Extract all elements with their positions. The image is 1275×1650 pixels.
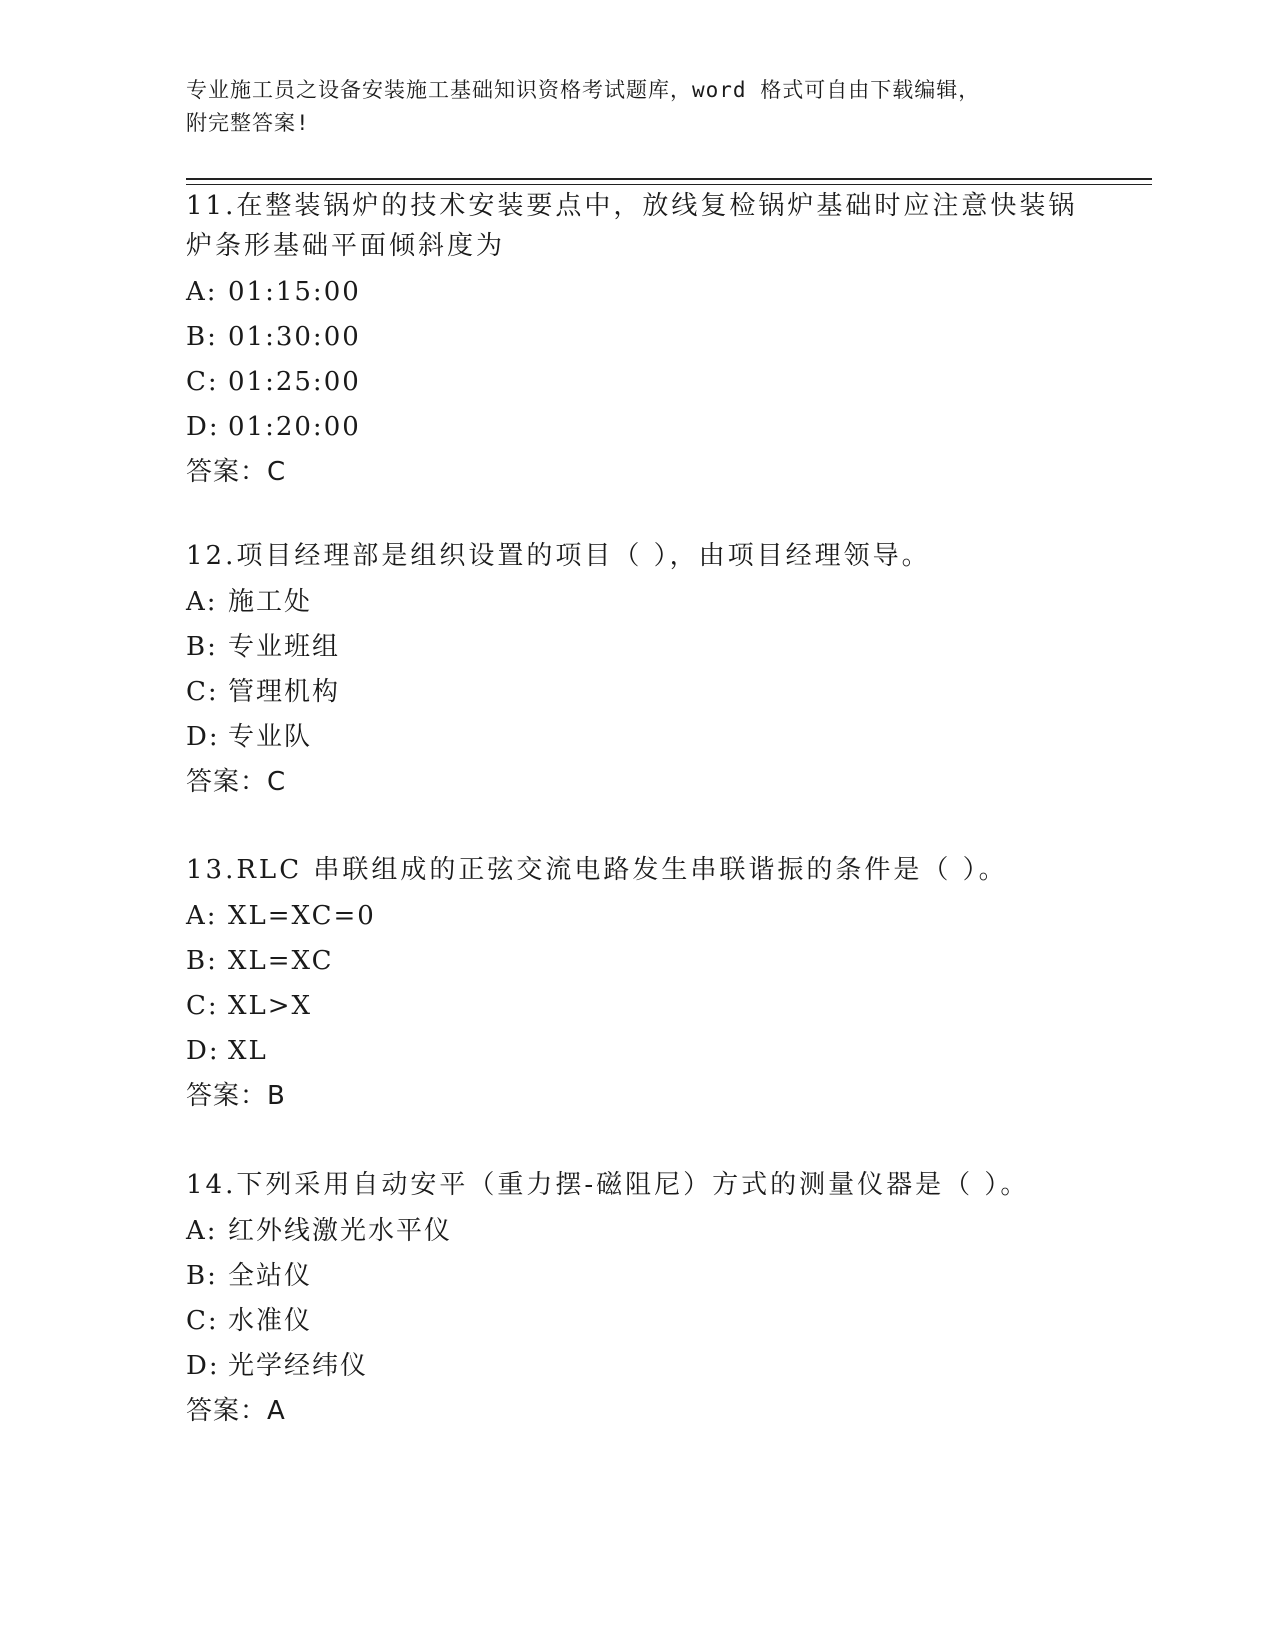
- option-text: 管理机构: [228, 677, 341, 707]
- answer-line: 答案：A: [186, 1396, 286, 1426]
- option-c: [186, 1299, 1086, 1344]
- answer-line: 答案：C: [186, 457, 287, 487]
- option-a: [186, 580, 1086, 625]
- question-stem-line-1: 11.在整装锅炉的技术安装要点中，放线复检锅炉基础时应注意快装锅: [186, 191, 1078, 221]
- option-key: A:: [186, 901, 218, 931]
- option-d: [186, 1029, 1086, 1074]
- option-text: 专业队: [228, 722, 313, 752]
- option-key: D:: [186, 1036, 220, 1066]
- option-key: A:: [186, 277, 218, 307]
- option-d: [186, 405, 1086, 450]
- option-b: [186, 1254, 1086, 1299]
- question-stem: [186, 850, 1086, 890]
- option-text: XL=XC: [228, 946, 334, 976]
- header-line-2: 附完整答案!: [186, 111, 310, 135]
- option-text: 01:30:00: [228, 322, 361, 352]
- option-text: 红外线激光水平仪: [228, 1216, 453, 1246]
- option-key: C:: [186, 677, 219, 707]
- option-key: B:: [186, 1261, 218, 1291]
- option-text: 全站仪: [228, 1261, 313, 1291]
- option-b: [186, 315, 1086, 360]
- option-text: 专业班组: [228, 632, 341, 662]
- question-stem: [186, 1165, 1086, 1205]
- option-list: [186, 894, 1086, 1074]
- option-list: [186, 1209, 1086, 1389]
- header-divider-thin: [186, 184, 1152, 185]
- answer-line: 答案：B: [186, 1081, 286, 1111]
- option-text: 光学经纬仪: [228, 1351, 369, 1381]
- option-text: 01:15:00: [228, 277, 361, 307]
- question-13: [186, 850, 1086, 1119]
- document-header: [186, 74, 1066, 140]
- question-stem-line-1: 13.RLC 串联组成的正弦交流电路发生串联谐振的条件是（ ）。: [186, 855, 1008, 885]
- question-11: [186, 186, 1086, 495]
- question-14: [186, 1165, 1086, 1434]
- question-12: [186, 536, 1086, 805]
- option-key: B:: [186, 632, 218, 662]
- option-c: [186, 670, 1086, 715]
- option-key: A:: [186, 1216, 218, 1246]
- option-a: [186, 270, 1086, 315]
- answer-line: 答案：C: [186, 767, 287, 797]
- option-a: [186, 894, 1086, 939]
- option-key: D:: [186, 1351, 220, 1381]
- option-key: C:: [186, 367, 219, 397]
- option-text: XL=XC=0: [228, 901, 376, 931]
- question-stem-line-1: 14.下列采用自动安平（重力摆-磁阻尼）方式的测量仪器是（ ）。: [186, 1170, 1030, 1200]
- option-c: [186, 360, 1086, 405]
- option-text: 01:25:00: [228, 367, 361, 397]
- option-b: [186, 939, 1086, 984]
- option-text: 01:20:00: [228, 412, 361, 442]
- option-key: D:: [186, 412, 220, 442]
- option-text: 水准仪: [228, 1306, 313, 1336]
- option-list: [186, 580, 1086, 760]
- option-d: [186, 715, 1086, 760]
- question-stem: [186, 536, 1086, 576]
- option-key: C:: [186, 991, 219, 1021]
- option-c: [186, 984, 1086, 1029]
- option-text: XL: [228, 1036, 268, 1066]
- option-text: 施工处: [228, 587, 313, 617]
- option-key: D:: [186, 722, 220, 752]
- option-key: B:: [186, 322, 218, 352]
- header-divider-thick: [186, 178, 1152, 180]
- question-stem-line-2: 炉条形基础平面倾斜度为: [186, 231, 506, 261]
- question-stem-line-1: 12.项目经理部是组织设置的项目（ ），由项目经理领导。: [186, 541, 931, 571]
- option-key: B:: [186, 946, 218, 976]
- option-list: [186, 270, 1086, 450]
- question-stem: [186, 186, 1086, 266]
- option-key: C:: [186, 1306, 219, 1336]
- header-line-1: 专业施工员之设备安装施工基础知识资格考试题库，word 格式可自由下载编辑，: [186, 78, 981, 102]
- option-a: [186, 1209, 1086, 1254]
- option-b: [186, 625, 1086, 670]
- option-d: [186, 1344, 1086, 1389]
- option-key: A:: [186, 587, 218, 617]
- option-text: XL>X: [228, 991, 313, 1021]
